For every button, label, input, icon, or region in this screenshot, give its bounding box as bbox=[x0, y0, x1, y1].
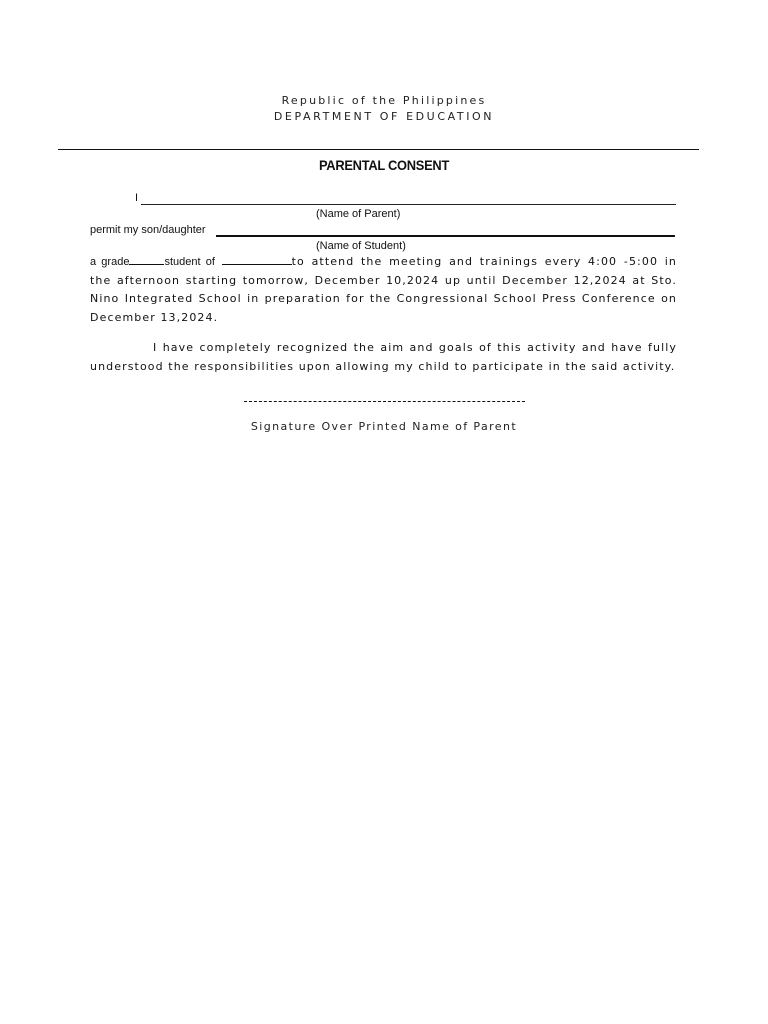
signature-line[interactable] bbox=[244, 401, 525, 402]
republic-heading: Republic of the Philippines bbox=[281, 94, 487, 107]
header-divider bbox=[58, 149, 699, 150]
acknowledgement-paragraph: I have completely recognized the aim and goals of this activity and have fully understood the responsibilities upon allowing my child to participate in the said activity. bbox=[90, 341, 677, 373]
grade-label: a grade bbox=[90, 256, 130, 268]
parent-name-caption: (Name of Parent) bbox=[316, 208, 401, 220]
consent-paragraph-text: to attend the meeting and trainings every 4:00 -5:00 in the afternoon starting tomorrow, December 10,2024 up until December 12,2024 at Sto. Nino Integrated School in preparation for the Congressional School Press Conference on December 13,2024. bbox=[90, 255, 677, 324]
parent-name-blank[interactable] bbox=[141, 204, 676, 205]
department-heading: DEPARTMENT OF EDUCATION bbox=[273, 110, 495, 123]
consent-paragraph bbox=[90, 253, 677, 327]
i-label: I bbox=[135, 192, 139, 204]
signature-caption: Signature Over Printed Name of Parent bbox=[250, 420, 518, 433]
student-name-blank[interactable] bbox=[216, 235, 675, 237]
student-name-caption: (Name of Student) bbox=[316, 240, 406, 252]
grade-blank[interactable] bbox=[129, 253, 164, 265]
document-title: PARENTAL CONSENT bbox=[318, 157, 450, 173]
permit-label: permit my son/daughter bbox=[90, 224, 206, 236]
school-blank[interactable] bbox=[222, 253, 292, 265]
student-of-label: student of bbox=[164, 256, 215, 268]
